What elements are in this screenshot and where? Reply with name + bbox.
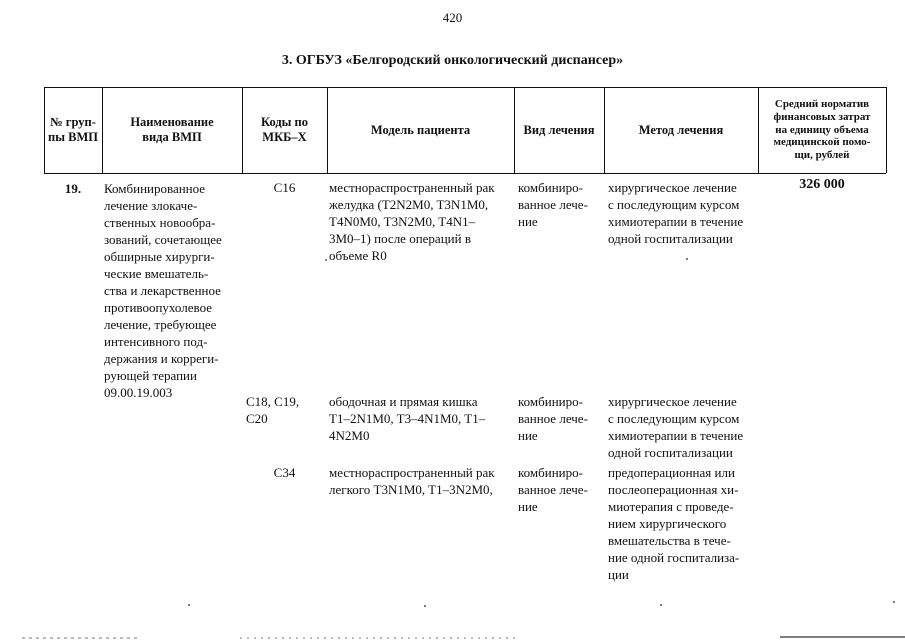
row-patient-model: местнораспространенный рак желудка (T2N2M0, T3N1M0, T4N0M0, T3N2M0, T4N1– 3M0–1) после операций в объеме R0 (329, 180, 495, 263)
row-icd-codes: C18, C19, C20 (246, 394, 300, 426)
page-number: 420 (442, 10, 463, 25)
row-patient-model: местнораспространенный рак легкого T3N1M0, T1–3N2M0, (329, 465, 495, 497)
group-number: 19. (64, 181, 82, 196)
row-treatment-method: хирургическое лечение с последующим курсом химиотерапии в течение одной госпитализации (608, 394, 744, 460)
header-patient-model: Модель пациента (370, 122, 471, 137)
row-patient-model: ободочная и прямая кишка T1–2N1M0, T3–4N1M0, T1– 4N2M0 (329, 394, 486, 443)
row-treatment-method: хирургическое лечение с последующим курсом химиотерапии в течение одной госпитализации (608, 180, 744, 246)
row-treatment-type: комбиниро- ванное лече- ние (518, 394, 588, 443)
row-treatment-method: предоперационная или послеоперационная хи- миотерапия с проведе- нием хирургического вмешательства в тече- ние одной госпитализа- ции (608, 465, 740, 582)
group-average-cost: 326 000 (799, 177, 845, 192)
scan-edge-marks (0, 630, 905, 640)
group-name: Комбинированное лечение злокаче- ственных новообра- зований, сочетающее обширные хирурги- ческие вмешатель- ства и лекарственное противоопухолевое лечение, требующее интенсивного под- держания и корреги- рующей терапии 09.00.19.003 (104, 181, 222, 400)
header-icd-codes: Коды по МКБ–Х (261, 115, 308, 144)
document-heading: 3. ОГБУЗ «Белгородский онкологический диспансер» (281, 53, 624, 68)
header-treatment-method: Метод лечения (638, 122, 724, 137)
row-treatment-type: комбиниро- ванное лече- ние (518, 465, 588, 514)
column-divider (886, 87, 887, 173)
header-average-cost: Средний норматив финансовых затрат на единицу объема медицинской помо- щи, рублей (773, 97, 871, 162)
scan-speck (686, 258, 688, 260)
row-treatment-type: комбиниро- ванное лече- ние (518, 180, 588, 229)
scan-speck (188, 604, 190, 606)
table-header-bottom-border (44, 173, 886, 174)
row-icd-codes: C16 (273, 180, 296, 195)
scan-speck (893, 601, 895, 603)
row-icd-codes: C34 (273, 465, 296, 480)
header-group-number: № груп- пы ВМП (48, 115, 98, 144)
header-vmp-name: Наименование вида ВМП (130, 115, 214, 144)
scan-speck (660, 604, 662, 606)
header-treatment-type: Вид лечения (523, 122, 595, 137)
scan-speck (424, 605, 426, 607)
scan-speck (325, 259, 327, 261)
